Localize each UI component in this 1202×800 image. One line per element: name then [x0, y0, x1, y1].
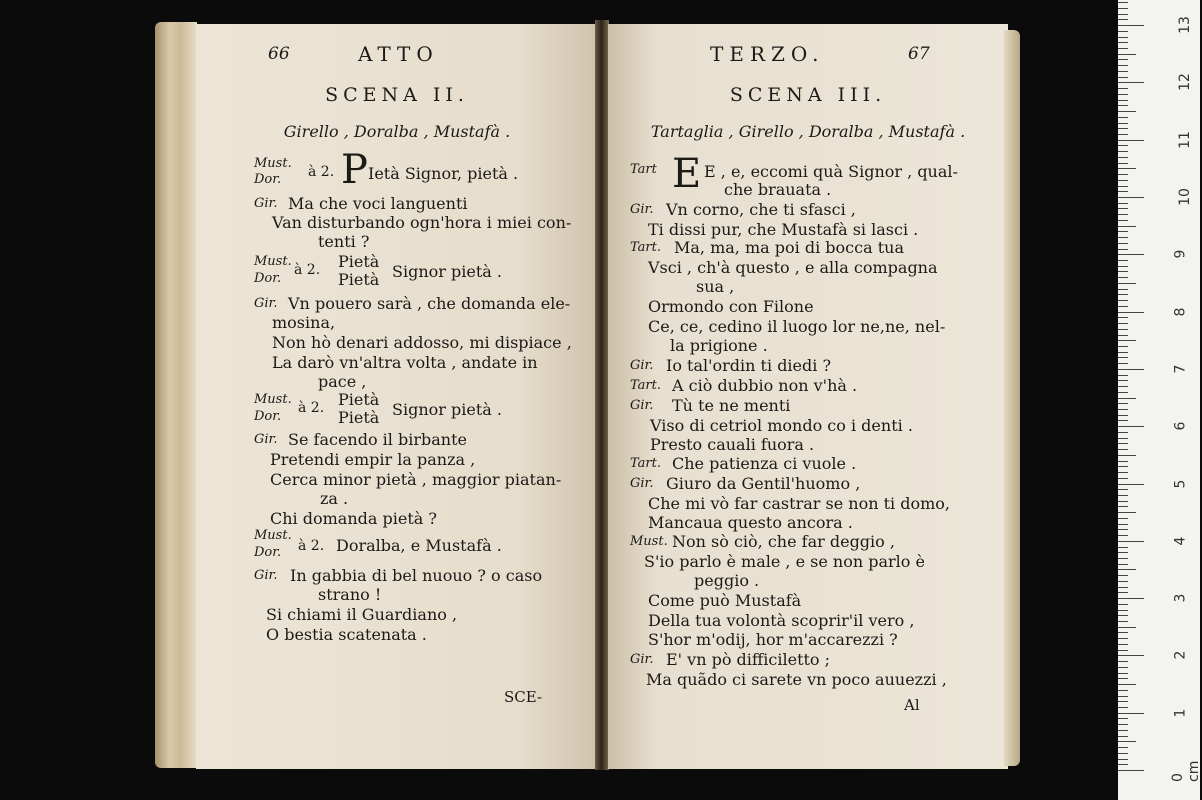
text-line: S'hor m'odij, hor m'accarezzi ?	[648, 630, 898, 649]
right-characters: Tartaglia , Girello , Doralba , Mustafà .	[650, 122, 966, 141]
ruler-number: 10	[1176, 188, 1193, 206]
ruler-tick	[1118, 461, 1128, 462]
ruler-tick	[1118, 357, 1128, 358]
ruler-tick	[1118, 65, 1128, 66]
ruler-tick	[1118, 392, 1128, 393]
left-page-edges	[155, 22, 197, 768]
ruler-tick	[1118, 615, 1128, 616]
ruler-tick	[1118, 312, 1144, 313]
text-line: S'io parlo è male , e se non parlo è	[644, 552, 925, 571]
right-running-head: TERZO.	[710, 42, 825, 66]
speaker-label: Must.	[630, 534, 668, 549]
ruler-tick	[1118, 438, 1128, 439]
a2-marker: à 2.	[294, 262, 321, 278]
speaker-label: Tart.	[630, 378, 661, 393]
ruler-tick	[1118, 426, 1144, 427]
ruler-tick	[1118, 8, 1128, 9]
ruler-tick	[1118, 243, 1128, 244]
left-page-number: 66	[268, 44, 290, 64]
catchword: Al	[904, 696, 920, 714]
ruler-tick	[1118, 701, 1128, 702]
ruler-tick	[1118, 25, 1144, 26]
ruler-tick	[1118, 638, 1128, 639]
ruler-tick	[1118, 478, 1128, 479]
ruler-tick	[1118, 506, 1128, 507]
ruler-tick	[1118, 552, 1128, 553]
ruler-tick	[1118, 472, 1128, 473]
text-line: Presto cauali fuora .	[650, 435, 815, 454]
speaker-label: Gir.	[630, 202, 654, 217]
ruler-tick	[1118, 180, 1128, 181]
ruler-tick	[1118, 747, 1128, 748]
ruler-number: 5	[1172, 479, 1189, 488]
ruler-number: 12	[1176, 73, 1193, 92]
speaker-label: Tart.	[630, 456, 661, 471]
ruler-tick	[1118, 455, 1136, 456]
ruler-tick	[1118, 684, 1136, 685]
ruler-tick	[1118, 19, 1128, 20]
ruler-tick	[1118, 363, 1128, 364]
text-line: Viso di cetriol mondo co i denti .	[650, 416, 913, 435]
text-line: Non sò ciò, che far deggio ,	[672, 532, 895, 551]
speaker-label: Must.	[254, 528, 292, 543]
speaker-label: Gir.	[254, 296, 278, 311]
ruler-tick	[1118, 718, 1128, 719]
ruler-tick	[1118, 254, 1144, 255]
ruler-tick	[1118, 82, 1144, 83]
book-gutter	[595, 20, 609, 770]
text-line: Vn pouero sarà , che domanda ele-	[288, 294, 571, 313]
ruler-number: 1	[1172, 708, 1189, 718]
left-scene-heading: SCENA II.	[325, 84, 469, 106]
ruler-tick	[1118, 581, 1128, 582]
drop-cap: E	[672, 151, 702, 197]
ruler-tick	[1118, 191, 1128, 192]
speaker-label: Dor.	[254, 409, 282, 424]
left-page	[196, 24, 598, 769]
speaker-label: Gir.	[254, 432, 278, 447]
speaker-label: Gir.	[630, 398, 654, 413]
ruler-tick	[1118, 770, 1144, 771]
text-line: Che mi vò far castrar se non ti domo,	[648, 494, 950, 513]
text-line: Vn corno, che ti sfasci ,	[666, 200, 856, 219]
ruler-tick	[1118, 518, 1128, 519]
ruler-number: 3	[1172, 593, 1189, 603]
ruler-tick	[1118, 495, 1128, 496]
text-line: peggio .	[694, 571, 760, 590]
right-scene-heading: SCENA III.	[729, 84, 887, 106]
ruler-tick	[1118, 94, 1128, 95]
ruler-tick	[1118, 340, 1136, 341]
ruler-tick	[1118, 449, 1128, 450]
ruler-tick	[1118, 37, 1128, 38]
ruler-tick	[1118, 283, 1136, 284]
ruler-tick	[1118, 443, 1128, 444]
text-line: Pietà	[338, 270, 380, 289]
ruler-tick	[1118, 375, 1128, 376]
text-line: Ma che voci languenti	[288, 194, 468, 213]
speaker-label: Must.	[254, 392, 292, 407]
ruler-tick	[1118, 186, 1128, 187]
ruler-tick	[1118, 610, 1128, 611]
speaker-label: Dor.	[254, 271, 282, 286]
ruler-number: 9	[1172, 249, 1189, 259]
speaker-label: Dor.	[254, 172, 282, 187]
text-line: mosina,	[272, 313, 336, 332]
ruler-tick	[1118, 512, 1136, 513]
ruler-tick	[1118, 294, 1128, 295]
text-line: Non hò denari addosso, mi dispiace ,	[272, 333, 572, 352]
text-line: Ietà Signor, pietà .	[368, 164, 519, 183]
ruler-tick	[1118, 667, 1128, 668]
ruler-tick	[1118, 690, 1128, 691]
text-line: E , e, eccomi quà Signor , qual-	[704, 162, 958, 181]
ruler-tick	[1118, 661, 1128, 662]
text-line: A ciò dubbio non v'hà .	[672, 376, 858, 395]
text-line: Van disturbando ogn'hora i miei con-	[272, 213, 572, 232]
ruler-tick	[1118, 140, 1144, 141]
ruler-tick	[1118, 306, 1128, 307]
ruler-tick	[1118, 403, 1128, 404]
text-line: Pretendi empir la panza ,	[270, 450, 476, 469]
ruler-tick	[1118, 730, 1128, 731]
speaker-label: Must.	[254, 254, 292, 269]
ruler-tick	[1118, 174, 1128, 175]
ruler-tick	[1118, 627, 1136, 628]
ruler-tick	[1118, 741, 1136, 742]
text-line: Ormondo con Filone	[648, 297, 814, 316]
ruler-tick	[1118, 535, 1128, 536]
text-line: O bestia scatenata .	[266, 625, 427, 644]
ruler-tick	[1118, 168, 1136, 169]
ruler-tick	[1118, 564, 1128, 565]
text-line: Ma quãdo ci sarete vn poco auuezzi ,	[646, 670, 947, 689]
ruler-tick	[1118, 547, 1128, 548]
a2-marker: à 2.	[308, 164, 335, 180]
text-line: In gabbia di bel nuouo ? o caso	[290, 566, 543, 585]
ruler-tick	[1118, 54, 1136, 55]
ruler-tick	[1118, 105, 1128, 106]
ruler-tick	[1118, 203, 1128, 204]
ruler-tick	[1118, 346, 1128, 347]
ruler-tick	[1118, 151, 1128, 152]
ruler-tick	[1118, 569, 1136, 570]
ruler-tick	[1118, 380, 1128, 381]
ruler-tick	[1118, 736, 1128, 737]
ruler-tick	[1118, 134, 1128, 135]
ruler-tick	[1118, 237, 1128, 238]
text-line: Cerca minor pietà , maggior piatan-	[270, 470, 562, 489]
ruler-tick	[1118, 329, 1128, 330]
ruler-tick	[1118, 100, 1128, 101]
text-line: la prigione .	[670, 336, 768, 355]
text-line: Che patienza ci vuole .	[672, 454, 857, 473]
ruler-tick	[1118, 271, 1128, 272]
ruler-number: 4	[1172, 536, 1189, 546]
ruler-tick	[1118, 587, 1128, 588]
ruler-tick	[1118, 707, 1128, 708]
text-line: Tù te ne menti	[672, 396, 791, 415]
ruler-tick	[1118, 398, 1136, 399]
text-line: Pietà	[338, 408, 380, 427]
ruler-tick	[1118, 489, 1128, 490]
ruler-tick	[1118, 277, 1128, 278]
ruler-tick	[1118, 558, 1128, 559]
ruler-tick	[1118, 48, 1128, 49]
ruler-tick	[1118, 575, 1128, 576]
speaker-label: Gir.	[630, 476, 654, 491]
ruler-tick	[1118, 117, 1128, 118]
text-line: Si chiami il Guardiano ,	[266, 605, 458, 624]
text-line: Come può Mustafà	[648, 591, 802, 610]
ruler-tick	[1118, 644, 1128, 645]
text-line: E' vn pò difficiletto ;	[666, 650, 831, 669]
speaker-label: Tart.	[630, 240, 661, 255]
ruler-tick	[1118, 231, 1128, 232]
speaker-label: Tart	[630, 162, 657, 177]
ruler-tick	[1118, 59, 1128, 60]
ruler-tick	[1118, 2, 1128, 3]
text-line: Pietà	[338, 252, 380, 271]
ruler-tick	[1118, 163, 1128, 164]
ruler-tick	[1118, 300, 1128, 301]
ruler-tick	[1118, 524, 1128, 525]
ruler-tick	[1118, 220, 1128, 221]
ruler-number: 11	[1176, 130, 1193, 149]
text-line: La darò vn'altra volta , andate in	[272, 353, 538, 372]
ruler-tick	[1118, 420, 1128, 421]
ruler-tick	[1118, 226, 1136, 227]
right-page-number: 67	[908, 44, 930, 64]
speaker-label: Must.	[254, 156, 292, 171]
ruler-tick	[1118, 249, 1128, 250]
text-line: pace ,	[318, 372, 367, 391]
text-line: Della tua volontà scoprir'il vero ,	[648, 611, 915, 630]
ruler-tick	[1118, 529, 1128, 530]
measuring-ruler	[1118, 0, 1200, 800]
ruler-tick	[1118, 650, 1128, 651]
a2-marker: à 2.	[298, 538, 325, 554]
ruler-tick	[1118, 317, 1128, 318]
ruler-tick	[1118, 197, 1144, 198]
ruler-tick	[1118, 598, 1144, 599]
text-line: Vsci , ch'à questo , e alla compagna	[648, 258, 938, 277]
ruler-tick	[1118, 266, 1128, 267]
ruler-tick	[1118, 655, 1144, 656]
drop-cap: P	[341, 147, 368, 193]
text-line: sua ,	[696, 277, 735, 296]
ruler-tick	[1118, 759, 1128, 760]
ruler-tick	[1118, 208, 1128, 209]
speaker-label: Dor.	[254, 545, 282, 560]
ruler-number: 13	[1176, 16, 1193, 35]
ruler-tick	[1118, 604, 1128, 605]
ruler-tick	[1118, 764, 1128, 765]
ruler-tick	[1118, 145, 1128, 146]
ruler-tick	[1118, 386, 1128, 387]
ruler-tick	[1118, 673, 1128, 674]
speaker-label: Gir.	[630, 652, 654, 667]
text-line: Mancaua questo ancora .	[648, 513, 853, 532]
ruler-tick	[1118, 632, 1128, 633]
ruler-tick	[1118, 369, 1144, 370]
text-line: Signor pietà .	[392, 400, 502, 419]
text-line: Giuro da Gentil'huomo ,	[666, 474, 861, 493]
ruler-tick	[1118, 466, 1128, 467]
speaker-label: Gir.	[254, 196, 278, 211]
text-line: Ce, ce, cedino il luogo lor ne,ne, nel-	[648, 317, 946, 336]
text-line: tenti ?	[318, 232, 370, 251]
ruler-tick	[1118, 111, 1136, 112]
ruler-number: 6	[1172, 421, 1189, 431]
ruler-unit: 0 cm	[1170, 760, 1202, 782]
ruler-tick	[1118, 753, 1128, 754]
text-line: Io tal'ordin ti diedi ?	[666, 356, 832, 375]
ruler-tick	[1118, 123, 1128, 124]
ruler-tick	[1118, 415, 1128, 416]
speaker-label: Gir.	[254, 568, 278, 583]
text-line: strano !	[318, 585, 382, 604]
ruler-tick	[1118, 484, 1144, 485]
catchword: SCE-	[504, 688, 543, 706]
left-running-head: ATTO	[358, 42, 439, 66]
speaker-label: Gir.	[630, 358, 654, 373]
ruler-number: 2	[1172, 650, 1189, 660]
ruler-tick	[1118, 77, 1128, 78]
ruler-tick	[1118, 678, 1128, 679]
text-line: Se facendo il birbante	[288, 430, 467, 449]
ruler-tick	[1118, 214, 1128, 215]
ruler-tick	[1118, 157, 1128, 158]
ruler-tick	[1118, 501, 1128, 502]
ruler-tick	[1118, 696, 1128, 697]
ruler-tick	[1118, 260, 1128, 261]
text-line: Ti dissi pur, che Mustafà si lasci .	[648, 220, 919, 239]
text-line: Chi domanda pietà ?	[270, 509, 437, 528]
ruler-tick	[1118, 14, 1128, 15]
ruler-tick	[1118, 621, 1128, 622]
left-characters: Girello , Doralba , Mustafà .	[283, 122, 511, 141]
ruler-tick	[1118, 71, 1128, 72]
ruler-number: 8	[1172, 307, 1189, 317]
ruler-tick	[1118, 409, 1128, 410]
right-page	[608, 24, 1008, 769]
text-line: Signor pietà .	[392, 262, 502, 281]
text-line: za .	[320, 489, 349, 508]
right-page-edges	[1004, 30, 1020, 766]
ruler-tick	[1118, 289, 1128, 290]
ruler-number: 7	[1172, 364, 1189, 374]
ruler-tick	[1118, 31, 1128, 32]
ruler-tick	[1118, 88, 1128, 89]
ruler-tick	[1118, 335, 1128, 336]
ruler-tick	[1118, 541, 1144, 542]
text-line: Ma, ma, ma poi di bocca tua	[674, 238, 904, 257]
text-line: Pietà	[338, 390, 380, 409]
ruler-tick	[1118, 724, 1128, 725]
a2-marker: à 2.	[298, 400, 325, 416]
ruler-tick	[1118, 352, 1128, 353]
text-line: Doralba, e Mustafà .	[336, 536, 502, 555]
text-line: che brauata .	[724, 180, 832, 199]
ruler-tick	[1118, 713, 1144, 714]
ruler-tick	[1118, 323, 1128, 324]
ruler-tick	[1118, 42, 1128, 43]
ruler-tick	[1118, 128, 1128, 129]
ruler-tick	[1118, 432, 1128, 433]
ruler-tick	[1118, 592, 1128, 593]
